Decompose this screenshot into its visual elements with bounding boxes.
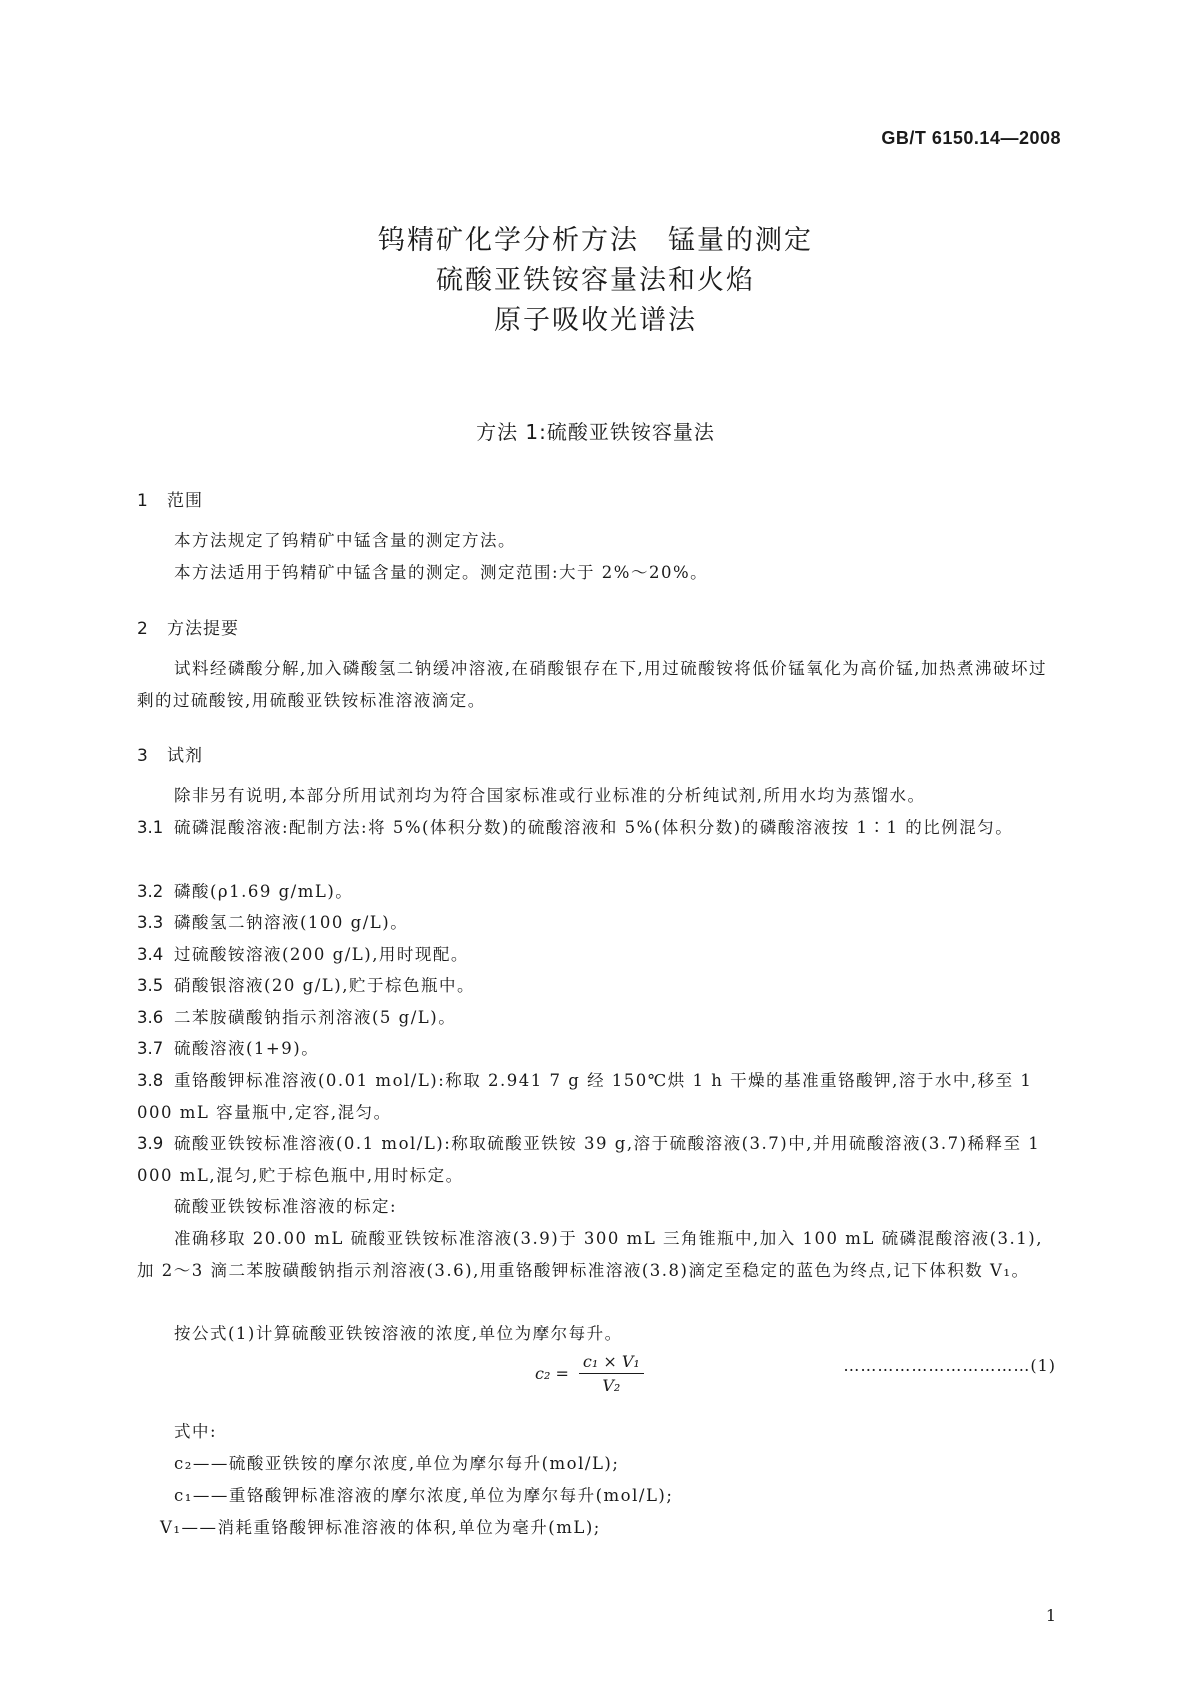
standard-code: GB/T 6150.14—2008 [881,128,1061,148]
item-number: 3.4 [137,945,164,964]
calculation-text: 按公式(1)计算硫酸亚铁铵溶液的浓度,单位为摩尔每升。 [174,1324,623,1343]
section-title: 方法提要 [167,619,239,639]
item-number: 3.6 [137,1008,164,1027]
where-label: 式中: [174,1422,218,1441]
section-3-intro: 除非另有说明,本部分所用试剂均为符合国家标准或行业标准的分析纯试剂,所用水均为蒸馏水。 [174,786,926,805]
item-text: 硫酸亚铁铵标准溶液(0.1 mol/L):称取硫酸亚铁铵 39 g,溶于硫酸溶液(3.7)中,并用硫酸溶液(3.7)稀释至 1 000 mL,混匀,贮于棕色瓶中,用时标定。 [137,1134,1041,1185]
section-number: 1 [137,491,149,511]
reagent-item-3-4 [137,939,1056,970]
section-1-heading [137,486,203,511]
item-number: 3.7 [137,1039,164,1058]
calibration-title: 硫酸亚铁铵标准溶液的标定: [174,1197,398,1216]
reagent-item-3-8 [137,1065,1056,1128]
reagent-item-3-5 [137,970,1056,1001]
reagent-item-3-7 [137,1033,1056,1064]
section-1-paragraph-1: 本方法规定了钨精矿中锰含量的测定方法。 [174,531,516,550]
item-text: 硫磷混酸溶液:配制方法:将 5%(体积分数)的硫酸溶液和 5%(体积分数)的磷酸溶液按 1∶1 的比例混匀。 [174,818,1014,837]
item-text: 重铬酸钾标准溶液(0.01 mol/L):称取 2.941 7 g 经 150℃烘 1 h 干燥的基准重铬酸钾,溶于水中,移至 1 000 mL 容量瓶中,定容,混匀。 [137,1071,1033,1122]
item-text: 二苯胺磺酸钠指示剂溶液(5 g/L)。 [174,1008,457,1027]
item-number: 3.3 [137,913,164,932]
title-line-3: 原子吸收光谱法 [494,305,697,336]
definition-v1: V₁——消耗重铬酸钾标准溶液的体积,单位为毫升(mL); [160,1518,601,1537]
reagent-item-3-9 [137,1128,1056,1191]
formula-number: ……………………………(1) [843,1356,1056,1375]
formula-denominator: V₂ [602,1376,621,1395]
reagent-item-3-1 [137,812,1056,844]
item-number: 3.1 [137,818,164,837]
page-number: 1 [1045,1606,1056,1625]
formula-1 [535,1352,644,1395]
calibration-text: 准确移取 20.00 mL 硫酸亚铁铵标准溶液(3.9)于 300 mL 三角锥瓶中,加入 100 mL 硫磷混酸溶液(3.1),加 2～3 滴二苯胺磺酸钠指示剂溶液(3.6),用重铬酸钾标准溶液(3.8)滴定至稳定的蓝色为终点,记下体积数 V₁。 [137,1229,1043,1280]
item-number: 3.8 [137,1071,164,1090]
item-text: 磷酸氢二钠溶液(100 g/L)。 [174,913,409,932]
item-text: 硫酸溶液(1+9)。 [174,1039,320,1058]
item-number: 3.5 [137,976,164,995]
section-number: 2 [137,619,149,639]
formula-lhs: c₂ = [535,1364,569,1383]
section-title: 试剂 [167,746,203,766]
item-text: 磷酸(ρ1.69 g/mL)。 [174,882,354,901]
item-number: 3.2 [137,882,164,901]
item-text: 硝酸银溶液(20 g/L),贮于棕色瓶中。 [174,976,475,995]
reagent-item-3-6 [137,1002,1056,1033]
section-title: 范围 [167,491,203,511]
formula-fraction [579,1352,644,1395]
section-2-paragraph: 试料经磷酸分解,加入磷酸氢二钠缓冲溶液,在硝酸银存在下,用过硫酸铵将低价锰氧化为高价锰,加热煮沸破坏过剩的过硫酸铵,用硫酸亚铁铵标准溶液滴定。 [137,659,1047,710]
definition-c2: c₂——硫酸亚铁铵的摩尔浓度,单位为摩尔每升(mol/L); [174,1454,620,1473]
item-text: 过硫酸铵溶液(200 g/L),用时现配。 [174,945,469,964]
title-line-1: 钨精矿化学分析方法 锰量的测定 [378,225,813,256]
title-line-2: 硫酸亚铁铵容量法和火焰 [436,265,755,296]
method-title: 方法 1:硫酸亚铁铵容量法 [476,420,715,444]
section-3-heading [137,741,203,766]
section-number: 3 [137,746,149,766]
item-number: 3.9 [137,1134,164,1153]
reagent-item-3-3 [137,907,1056,938]
reagent-item-3-2 [137,876,1056,907]
section-1-paragraph-2: 本方法适用于钨精矿中锰含量的测定。测定范围:大于 2%～20%。 [174,563,709,582]
formula-numerator: c₁ × V₁ [579,1352,644,1374]
section-2-heading [137,614,239,639]
definition-c1: c₁——重铬酸钾标准溶液的摩尔浓度,单位为摩尔每升(mol/L); [174,1486,674,1505]
